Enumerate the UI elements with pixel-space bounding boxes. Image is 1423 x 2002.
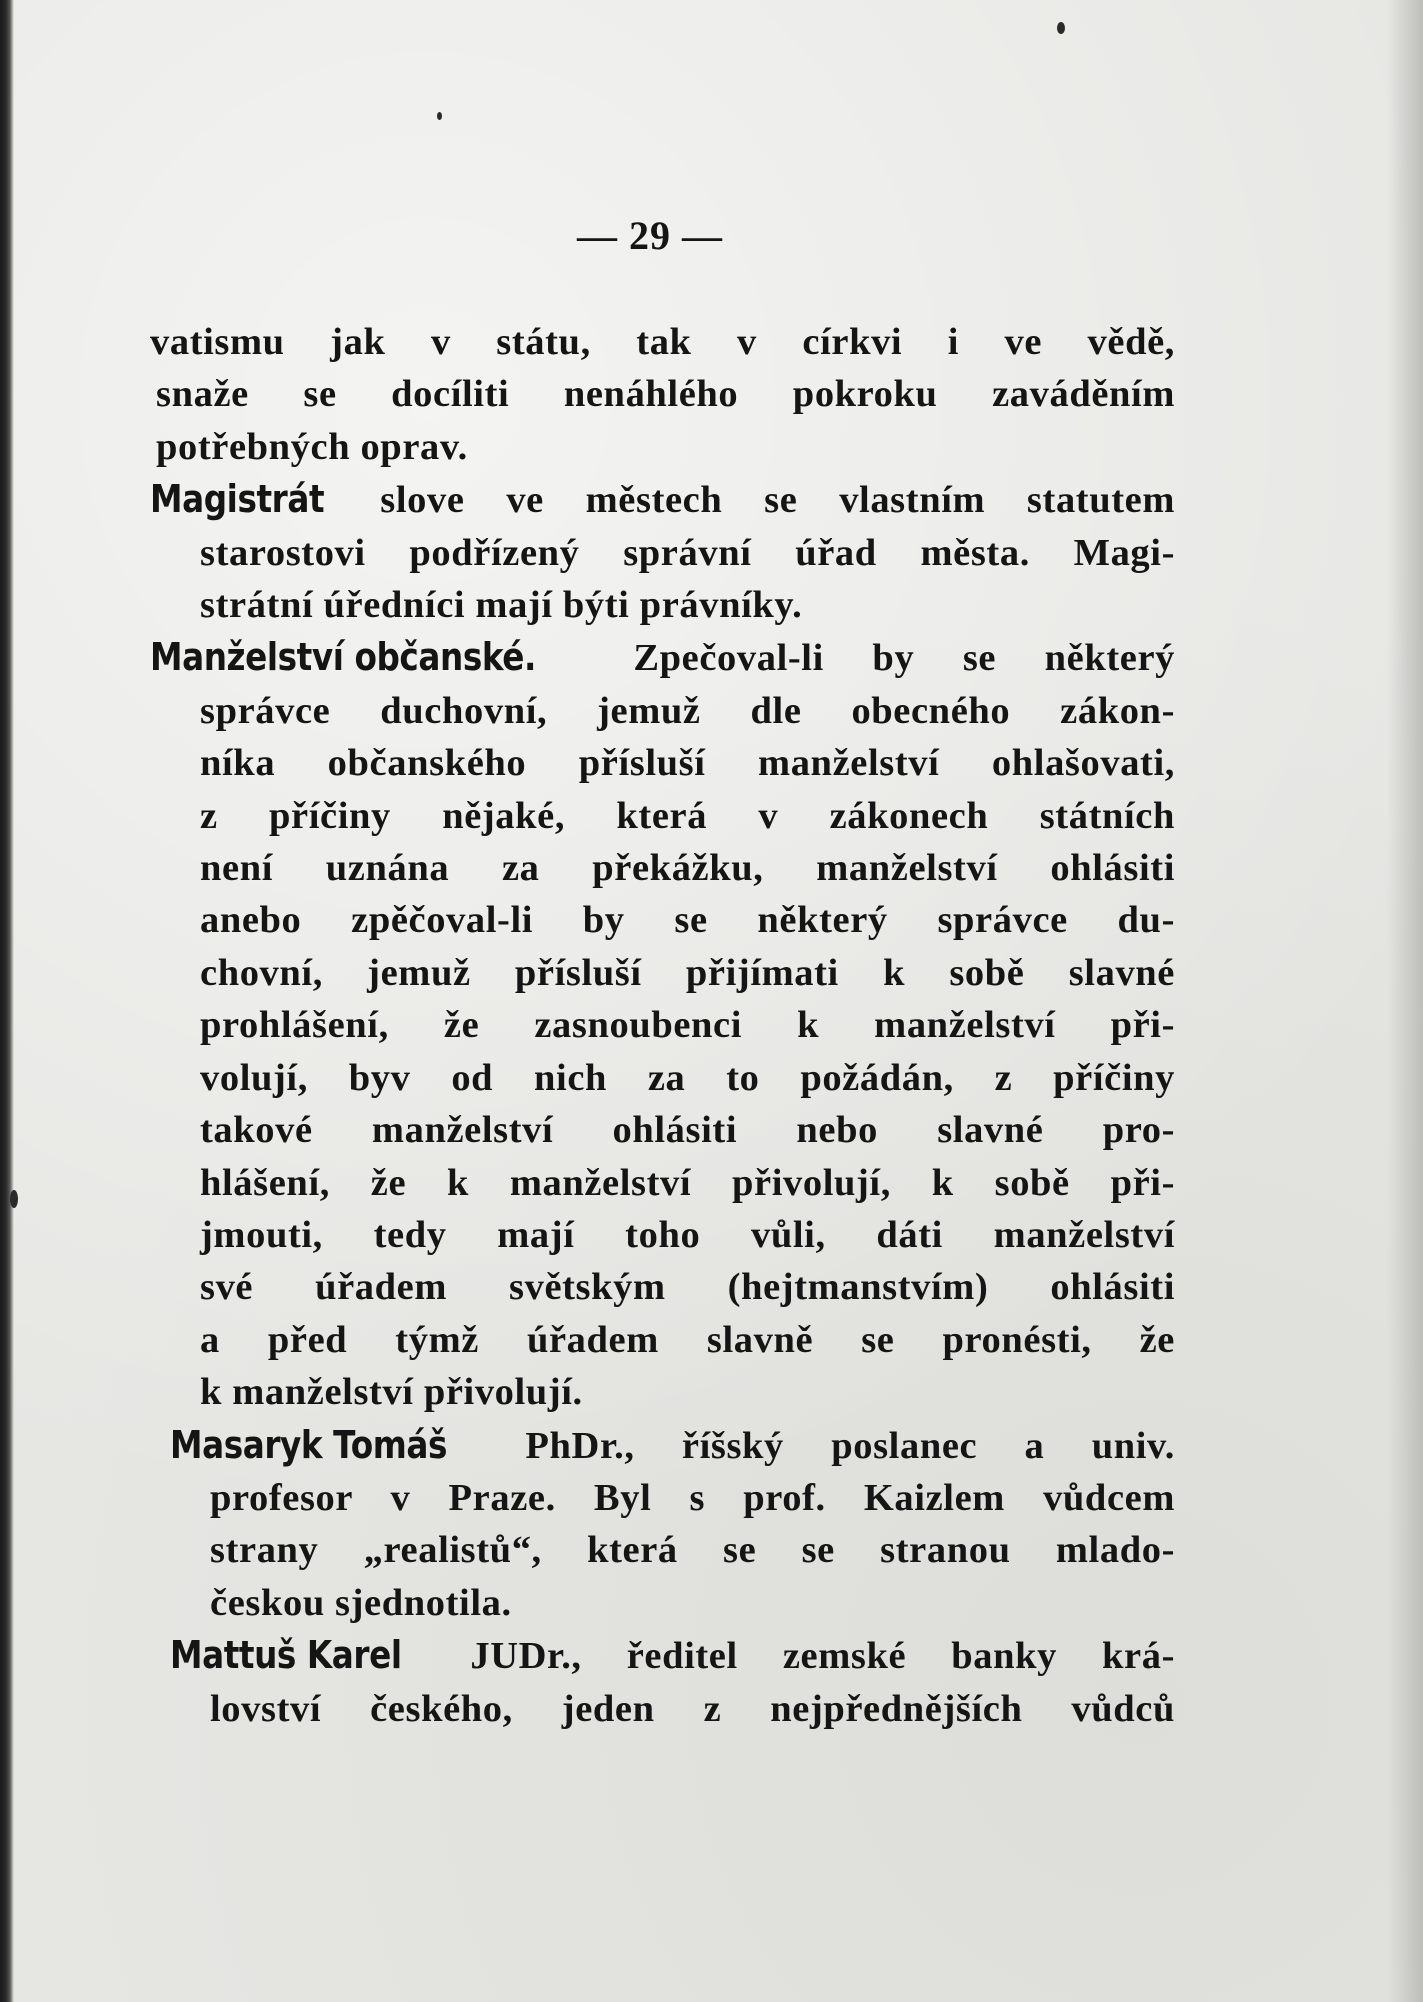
ink-speck [1057,22,1065,34]
text-line [150,631,1175,684]
text-line: a před týmž úřadem slavně se pronésti, že [200,1318,1175,1361]
text-line: hlášení, že k manželství přivolují, k sobě při- [200,1161,1175,1204]
text-line: níka občanského přísluší manželství ohlašovati, [200,742,1175,785]
ink-speck [437,112,442,120]
text-line: chovní, jemuž přísluší přijímati k sobě slavné [200,951,1175,994]
body-text [150,316,1175,1735]
text-fragment: PhDr., říšský poslanec a univ. [525,1424,1175,1467]
text-fragment: slove ve městech se vlastním statutem [380,479,1176,522]
text-line: starostovi podřízený správní úřad města. Magi- [200,531,1175,574]
text-fragment: Zpečoval-li by se některý [633,637,1175,680]
entry-mattus-karel [150,1629,1175,1735]
page-edge-shadow [1387,0,1423,2002]
text-line: jmouti, tedy mají toho vůli, dáti manželství [200,1213,1175,1256]
ink-speck [10,1190,18,1208]
entry-magistrat [150,473,1175,631]
text-line: anebo zpěčoval-li by se některý správce du- [200,899,1175,942]
text-line: není uznána za překážku, manželství ohlásiti [200,847,1175,890]
text-line: lovství českého, jeden z nejpřednějších vůdců [210,1687,1175,1730]
text-line: vatismu jak v státu, tak v církvi i ve vědě, [150,321,1175,363]
text-line: snaže se docíliti nenáhlého pokroku zaváděním [156,373,1175,416]
text-line: strátní úředníci mají býti právníky. [200,584,803,627]
entry-manzelstvi-obcanske [150,631,1175,1418]
text-line: k manželství přivolují. [200,1371,583,1414]
entry-headword: Manželství občanské. [150,635,537,680]
text-line [150,473,1175,526]
text-line: strany „realistů“, která se se stranou mlado- [210,1529,1175,1572]
paragraph-continuation [150,316,1175,473]
text-line: českou sjednotila. [210,1581,512,1624]
text-line: správce duchovní, jemuž dle obecného zákon- [200,689,1175,732]
entry-headword: Masaryk Tomáš [170,1422,447,1467]
text-line: své úřadem světským (hejtmanstvím) ohlásiti [200,1266,1175,1309]
text-line: profesor v Praze. Byl s prof. Kaizlem vůdcem [210,1476,1175,1519]
text-line [170,1629,1175,1682]
text-fragment: JUDr., ředitel zemské banky krá- [470,1635,1175,1678]
text-line [170,1419,1175,1472]
text-line: volují, byv od nich za to požádán, z příčiny [200,1056,1175,1099]
text-line: z příčiny nějaké, která v zákonech státních [200,794,1175,837]
entry-masaryk-tomas [150,1419,1175,1630]
text-line: prohlášení, že zasnoubenci k manželství při- [200,1004,1175,1047]
binding-edge [0,0,14,2002]
entry-headword: Mattuš Karel [170,1633,402,1678]
text-line: potřebných oprav. [156,425,468,468]
entry-headword: Magistrát [150,477,325,522]
text-line: takové manželství ohlásiti nebo slavné pro- [200,1109,1175,1152]
page-number: — 29 — [577,213,723,258]
